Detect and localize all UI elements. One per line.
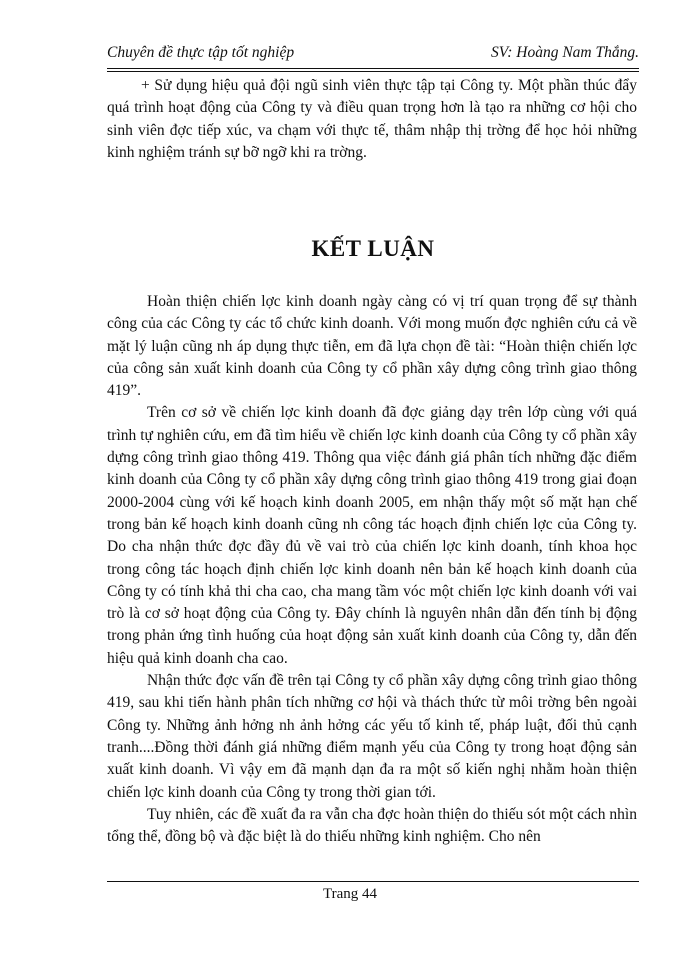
paragraph: Trên cơ sở về chiến lợc kinh doanh đã đợc giảng dạy trên lớp cùng với quá trình tự nghiên cứu, em đã tìm hiểu về chiến lợc kinh doanh của Công ty cổ phần xây dựng công trình giao thông 419. Thông qua việc đánh giá phân tích những đặc điểm kinh doanh của Công ty cổ phần xây dựng công trình giao thông 419 trong giai đoạn 2000-2004 cùng với kế hoạch kinh doanh 2005, em nhận thấy một số mặt hạn chế trong bản kế hoạch kinh doanh cũng nh công tác hoạch định chiến lợc của Công ty. Do cha nhận thức đợc đầy đủ về vai trò của chiến lợc kinh doanh, tính khoa học trong công tác hoạch định chiến lợc kinh doanh nên bản kế hoạch kinh doanh của Công ty có tính khả thi cha cao, cha mang tầm vóc một chiến lợc kinh doanh với vai trò là cơ sở hoạt động của Công ty. Đây chính là nguyên nhân dẫn đến tính bị động trong phản ứng tình huống của hoạt động sản xuất kinh doanh của Công ty, dẫn đến hiệu quả kinh doanh cha cao. [107, 404, 637, 667]
page-number: Trang 44 [322, 886, 378, 902]
header-author: SV: Hoàng Nam Thắng. [491, 44, 639, 61]
header-document-type: Chuyên đề thực tập tốt nghiệp [107, 44, 295, 61]
paragraph: Nhận thức đợc vấn đề trên tại Công ty cổ phần xây dựng công trình giao thông 419, sau khi tiến hành phân tích những cơ hội và thách thức từ môi trờng bên ngoài Công ty. Những ảnh hởng nh ảnh hởng các yếu tố kinh tế, pháp luật, đối thủ cạnh tranh....Đồng thời đánh giá những điểm mạnh yếu của Công ty trong hoạt động sản xuất kinh doanh. Vì vậy em đã mạnh dạn đa ra một số kiến nghị nhằm hoàn thiện chiến lợc kinh doanh của Công ty trong thời gian tới. [107, 672, 637, 801]
header-rule [107, 68, 639, 69]
intro-section [107, 75, 637, 164]
footer-rule [107, 881, 639, 882]
section-title: KẾT LUẬN [311, 236, 435, 261]
header-rule-double [107, 71, 639, 72]
paragraph: Hoàn thiện chiến lợc kinh doanh ngày càng có vị trí quan trọng để sự thành công của các Công ty các tổ chức kinh doanh. Với mong muốn đợc nghiên cứu cả về mặt lý luận cũng nh áp dụng thực tiễn, em đã lựa chọn đề tài: “Hoàn thiện chiến lợc của công sản xuất kinh doanh của Công ty cổ phần xây dựng công trình giao thông 419”. [107, 293, 637, 400]
conclusion-body [107, 291, 637, 848]
intro-paragraph: + Sử dụng hiệu quả đội ngũ sinh viên thực tập tại Công ty. Một phần thúc đẩy quá trình hoạt động của Công ty và điều quan trọng hơn là tạo ra những cơ hội cho sinh viên đợc tiếp xúc, va chạm với thực tế, thâm nhập thị trờng để học hỏi những kinh nghiệm tránh sự bỡ ngỡ khi ra trờng. [107, 77, 637, 161]
paragraph: Tuy nhiên, các đề xuất đa ra vẫn cha đợc hoàn thiện do thiếu sót một cách nhìn tổng thể, đồng bộ và đặc biệt là do thiếu những kinh nghiệm. Cho nên [107, 805, 637, 846]
page-header [107, 44, 639, 66]
